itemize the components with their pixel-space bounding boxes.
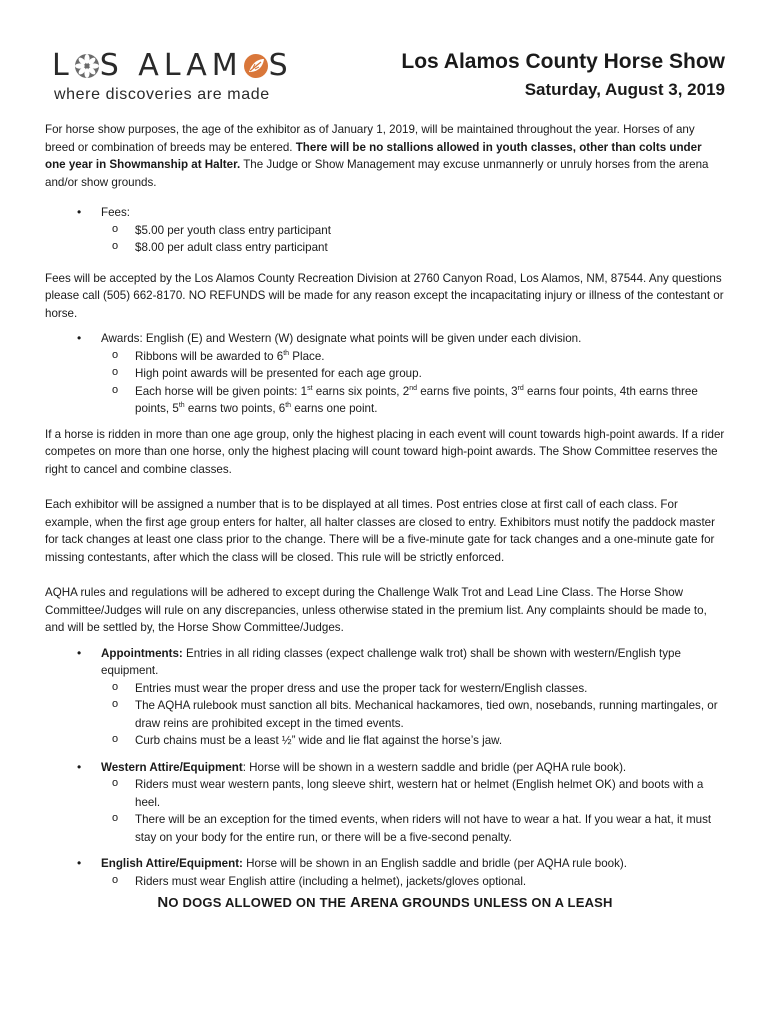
appointment-rule: o Entries must wear the proper dress and use the proper tack for western/English classes.	[101, 680, 725, 698]
logo-letter-l: L	[52, 48, 74, 83]
adult-fee: o $8.00 per adult class entry participant	[101, 239, 725, 257]
appointment-rule: o The AQHA rulebook must sanction all bits. Mechanical hackamores, tied own, nosebands, running martingales, or draw reins are prohibited except in the timed events.	[101, 697, 725, 732]
points-item: o Each horse will be given points: 1st earns six points, 2nd earns five points, 3rd earns four points, 4th earns three points, 5th earns two points, 6th earns one point.	[101, 383, 725, 418]
flower-emblem-icon	[74, 52, 100, 87]
no-dogs-notice: NO DOGS ALLOWED ON THE ARENA GROUNDS UNLESS ON A LEASH	[157, 894, 613, 911]
los-alamos-logo	[52, 48, 312, 108]
ribbons-item: o Ribbons will be awarded to 6th Place.	[101, 348, 725, 366]
appointments-item: • Appointments: Entries in all riding classes (expect challenge walk trot) shall be shown with western/English type equipment. o Entries must wear the proper dress and use the proper tack for western/English classes. o The AQHA rulebook must sanction all bits. Mechanical hackamores, tied own, nosebands, running martingales, or draw reins are prohibited except in the timed events. o Curb chains must be a least ½” wide and lie flat against the horse’s jaw.	[45, 645, 725, 750]
logo-wordmark	[52, 48, 293, 87]
english-rule: o Riders must wear English attire (including a helmet), jackets/gloves optional.	[101, 873, 725, 891]
logo-tagline: where discoveries are made	[54, 86, 270, 103]
stallion-rule: There will be no stallions allowed in youth classes, other than colts under one year in Showmanship at Halter.	[45, 140, 702, 171]
intro-paragraph: For horse show purposes, the age of the exhibitor as of January 1, 2019, will be maintained throughout the year. Horses of any breed or combination of breeds may be entered. There will be no stallions allowed in youth classes, other than colts under one year in Showmanship at Halter. The Judge or Show Management may excuse unmannerly or unruly horses from the arena and/or show grounds.	[45, 123, 709, 189]
document-body	[45, 121, 725, 890]
western-attire-item: • Western Attire/Equipment: Horse will be shown in a western saddle and bridle (per AQHA rule book). o Riders must wear western pants, long sleeve shirt, western hat or helmet (English helmet OK) and boots with a heel. o There will be an exception for the timed events, when riders will not have to wear a hat. If you wear a hat, it must stay on your body for the entire run, or there will be a five-second penalty.	[45, 759, 725, 847]
leaf-emblem-icon	[243, 52, 269, 87]
fees-list	[45, 204, 725, 257]
english-attire-item: • English Attire/Equipment: Horse will be shown in an English saddle and bridle (per AQHA rule book). o Riders must wear English attire (including a helmet), jackets/gloves optional.	[45, 855, 725, 890]
western-rule: o There will be an exception for the timed events, when riders will not have to wear a hat. If you wear a hat, it must stay on your body for the entire run, or there will be a five-second penalty.	[101, 811, 725, 846]
aqha-rules-paragraph: AQHA rules and regulations will be adhered to except during the Challenge Walk Trot and Lead Line Class. The Horse Show Committee/Judges will rule on any discrepancies, unless otherwise stated in the premium list. Any complaints should be made to, and will be settled by, the Horse Show Committee/Judges.	[45, 586, 707, 634]
rules-list	[45, 645, 725, 891]
appointment-rule: o Curb chains must be a least ½” wide and lie flat against the horse’s jaw.	[101, 732, 725, 750]
awards-list	[45, 330, 725, 418]
western-rule: o Riders must wear western pants, long sleeve shirt, western hat or helmet (English helmet OK) and boots with a heel.	[101, 776, 725, 811]
fees-paragraph: Fees will be accepted by the Los Alamos County Recreation Division at 2760 Canyon Road, Los Alamos, NM, 87544. Any questions please call (505) 662-8170. NO REFUNDS will be made for any reason except the incapacitating injury or illness of the contestant or horse.	[45, 271, 724, 320]
fees-item: • Fees: o $5.00 per youth class entry participant o $8.00 per adult class entry participant	[45, 204, 725, 257]
exhibitor-number-paragraph: Each exhibitor will be assigned a number that is to be displayed at all times. Post entries close at first call of each class. For example, when the first age group enters for halter, all halter classes are closed to entry. Exhibitors must notify the paddock master for tack changes at least one class prior to the change. There will be a five-minute gate for tack changes and a one-minute gate for missing contestants, after which the class will be closed. This rule will be strictly enforced.	[45, 498, 715, 564]
logo-letters-middle: S ALAM	[99, 48, 243, 83]
event-date: Saturday, August 3, 2019	[524, 80, 725, 99]
high-point-paragraph: If a horse is ridden in more than one age group, only the highest placing in each event will count towards high-point awards. If a rider competes on more than one horse, only the highest placing will count toward high-point awards. The Show Committee reserves the right to cancel and combine classes.	[45, 427, 725, 476]
youth-fee: o $5.00 per youth class entry participant	[101, 222, 725, 240]
awards-item: • Awards: English (E) and Western (W) designate what points will be given under each division. o Ribbons will be awarded to 6th Place. o High point awards will be presented for each age group. o Each horse will be given points: 1st earns six points, 2nd earns five points, 3rd earns four points, 4th earns three points, 5th earns two points, 6th earns one point.	[45, 330, 725, 418]
page-title: Los Alamos County Horse Show	[401, 50, 725, 73]
high-point-item: o High point awards will be presented for each age group.	[101, 365, 725, 383]
logo-letter-s: S	[268, 48, 293, 83]
